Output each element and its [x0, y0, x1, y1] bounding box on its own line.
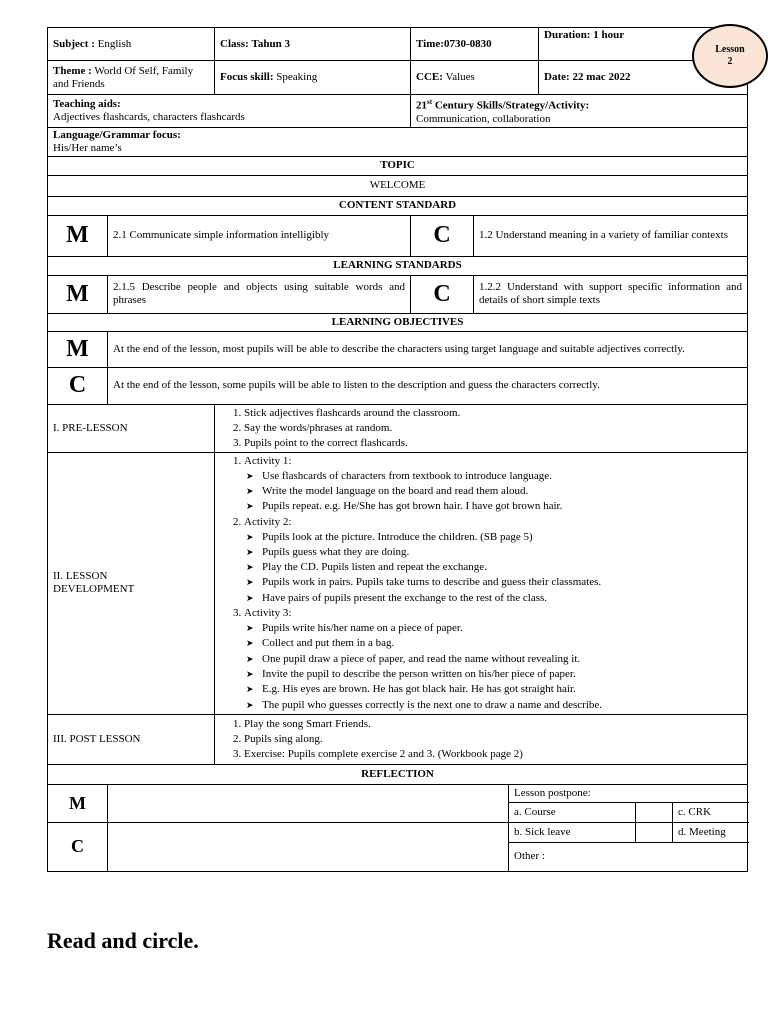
- lesson-plan-table: [47, 27, 748, 872]
- postpone-other: Other :: [509, 842, 748, 871]
- activity-title: 2. Activity 2:: [244, 515, 742, 530]
- list-item: ➤ Pupils work in pairs. Pupils take turns to describe and guess their classmates.: [262, 575, 742, 590]
- postpone-option-sick-leave: b. Sick leave: [509, 822, 636, 842]
- activity-title: 1. Activity 1:: [244, 454, 742, 469]
- list-item: ➤ E.g. His eyes are brown. He has got black hair. He has got straight hair.: [262, 682, 742, 697]
- grammar-focus-cell: Language/Grammar focus: His/Her name’s: [48, 127, 748, 156]
- objectives-c-text: At the end of the lesson, some pupils will be able to listen to the description and guess the characters correctly.: [108, 367, 748, 404]
- content-c-letter: C: [411, 215, 474, 256]
- reflection-c-notes: [108, 822, 509, 871]
- teaching-aids-cell: Teaching aids: Adjectives flashcards, characters flashcards: [48, 95, 411, 128]
- pre-lesson-label: I. PRE-LESSON: [48, 404, 215, 452]
- list-item: 1. Play the song Smart Friends.: [244, 717, 742, 732]
- time-cell: Time:0730-0830: [411, 28, 539, 61]
- date-cell: Date: 22 mac 2022: [539, 61, 748, 95]
- activity-title: 3. Activity 3:: [244, 606, 742, 621]
- standards-m-text: 2.1.5 Describe people and objects using suitable words and phrases: [108, 275, 411, 313]
- development-label: II. LESSON DEVELOPMENT: [48, 452, 215, 714]
- lesson-plan-sheet: [47, 27, 747, 872]
- content-m-text: 2.1 Communicate simple information intelligibly: [108, 215, 411, 256]
- content-c-text: 1.2 Understand meaning in a variety of familiar contexts: [474, 215, 748, 256]
- objectives-m-text: At the end of the lesson, most pupils will be able to describe the characters using target language and suitable adjectives correctly.: [108, 331, 748, 367]
- subject-cell: Subject : English: [48, 28, 215, 61]
- list-item: 1. Stick adjectives flashcards around the classroom.: [244, 406, 742, 421]
- theme-cell: Theme : World Of Self, Family and Friends: [48, 61, 215, 95]
- page-heading: Read and circle.: [47, 928, 199, 953]
- development-steps: [215, 452, 748, 714]
- list-item: ➤ Collect and put them in a bag.: [262, 636, 742, 651]
- focus-skill-cell: Focus skill: Speaking: [215, 61, 411, 95]
- topic-heading: TOPIC: [48, 156, 748, 175]
- list-item: ➤ Invite the pupil to describe the person written on his/her piece of paper.: [262, 667, 742, 682]
- century-skills-cell: 21st Century Skills/Strategy/Activity: Communication, collaboration: [411, 95, 748, 128]
- list-item: 2. Say the words/phrases at random.: [244, 421, 742, 436]
- content-m-letter: M: [48, 215, 108, 256]
- post-lesson-label: III. POST LESSON: [48, 714, 215, 764]
- list-item: ➤ Pupils guess what they are doing.: [262, 545, 742, 560]
- list-item: ➤ The pupil who guesses correctly is the next one to draw a name and describe.: [262, 698, 742, 713]
- postpone-option-course: a. Course: [509, 802, 636, 822]
- list-item: ➤ Pupils write his/her name on a piece of paper.: [262, 621, 742, 636]
- reflection-heading: REFLECTION: [48, 764, 748, 784]
- postpone-checkbox-course[interactable]: [636, 802, 673, 822]
- objectives-c-letter: C: [48, 367, 108, 404]
- postpone-checkbox-sick-leave[interactable]: [636, 822, 673, 842]
- list-item: ➤ One pupil draw a piece of paper, and read the name without revealing it.: [262, 652, 742, 667]
- standards-c-text: 1.2.2 Understand with support specific information and details of short simple texts: [474, 275, 748, 313]
- reflection-m-notes: [108, 784, 509, 822]
- list-item: 3. Pupils point to the correct flashcards.: [244, 436, 742, 451]
- post-lesson-steps: [215, 714, 748, 764]
- pre-lesson-steps: [215, 404, 748, 452]
- reflection-m-letter: M: [48, 784, 108, 822]
- class-cell: Class: Tahun 3: [215, 28, 411, 61]
- reflection-c-letter: C: [48, 822, 108, 871]
- learning-standards-heading: LEARNING STANDARDS: [48, 256, 748, 275]
- topic-value: WELCOME: [48, 175, 748, 196]
- list-item: ➤ Pupils repeat. e.g. He/She has got brown hair. I have got brown hair.: [262, 499, 742, 514]
- lesson-number-badge: Lesson 2: [692, 24, 768, 88]
- objectives-m-letter: M: [48, 331, 108, 367]
- content-standard-heading: CONTENT STANDARD: [48, 196, 748, 215]
- cce-cell: CCE: Values: [411, 61, 539, 95]
- list-item: 2. Pupils sing along.: [244, 732, 742, 747]
- duration-cell: Duration: 1 hour: [539, 28, 748, 61]
- postpone-option-meeting: d. Meeting: [673, 822, 748, 842]
- list-item: ➤ Have pairs of pupils present the exchange to the rest of the class.: [262, 591, 742, 606]
- standards-c-letter: C: [411, 275, 474, 313]
- list-item: 3. Exercise: Pupils complete exercise 2 and 3. (Workbook page 2): [244, 747, 742, 762]
- list-item: ➤ Write the model language on the board and read them aloud.: [262, 484, 742, 499]
- list-item: ➤ Use flashcards of characters from textbook to introduce language.: [262, 469, 742, 484]
- postpone-label: Lesson postpone:: [509, 784, 748, 802]
- standards-m-letter: M: [48, 275, 108, 313]
- list-item: ➤ Pupils look at the picture. Introduce the children. (SB page 5): [262, 530, 742, 545]
- learning-objectives-heading: LEARNING OBJECTIVES: [48, 313, 748, 331]
- postpone-option-crk: c. CRK: [673, 802, 748, 822]
- list-item: ➤ Play the CD. Pupils listen and repeat the exchange.: [262, 560, 742, 575]
